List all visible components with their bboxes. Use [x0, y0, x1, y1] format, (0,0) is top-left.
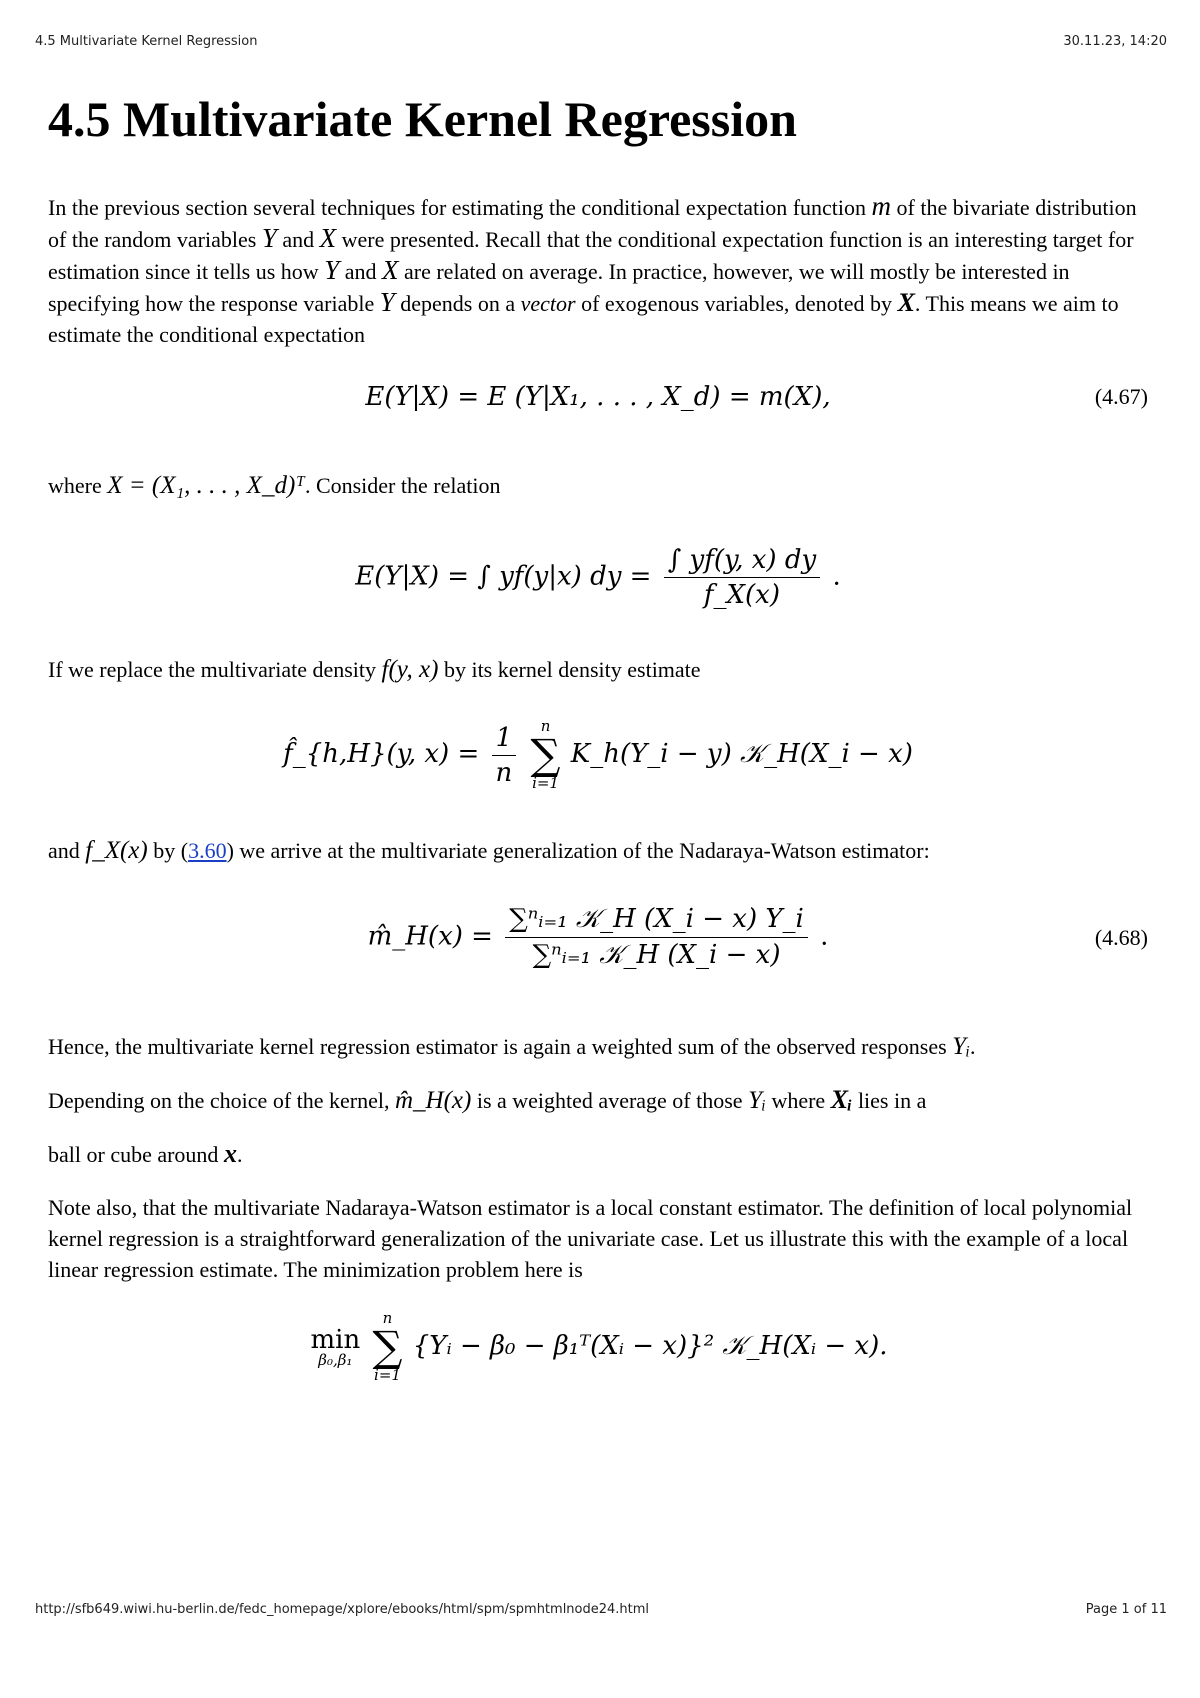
equation-kde-rhs: K_h(Y_i − y) 𝒦_H(X_i − x) [570, 739, 913, 769]
math-density: f(y, x) [381, 656, 439, 683]
math-m-hat: m̂_H(x) [394, 1087, 472, 1114]
equation-kde-lhs: f̂_{h,H}(y, x) = [283, 739, 480, 769]
footer-page-number: Page 1 of 11 [1085, 1602, 1167, 1617]
equation-4-67 [48, 382, 1148, 412]
paragraph-depending: Depending on the choice of the kernel, m̂_H(x) is a weighted average of those Yᵢ where Xᵢ lies in a [48, 1085, 927, 1114]
min-subscript: β₀,β₁ [318, 1350, 353, 1369]
fraction-numerator: ∫ yf(y, x) dy [664, 545, 820, 578]
document-body [48, 92, 1148, 1383]
fraction-numerator: ∑ⁿᵢ₌₁ 𝒦_H (X_i − x) Y_i [505, 904, 808, 938]
fraction [492, 723, 517, 788]
sum-upper-limit: n [540, 717, 551, 735]
min-symbol: min [310, 1324, 361, 1355]
paragraph-note: Note also, that the multivariate Nadaraya-Watson estimator is a local constant estimator. The definition of local polynomial kernel regression is a straightforward generalization of the univariate case. Let us illustrate this with the example of a local linear regression estimate. The minimization problem here is [48, 1195, 1133, 1282]
sigma-symbol: ∑ [530, 730, 561, 779]
equation-number: (4.67) [1094, 384, 1148, 409]
emphasis-vector: vector [520, 291, 576, 316]
math-Y: Y [324, 255, 340, 285]
fraction-denominator: ∑ⁿᵢ₌₁ 𝒦_H (X_i − x) [532, 940, 781, 970]
fraction [505, 904, 808, 971]
fraction-denominator: n [495, 757, 513, 788]
math-X-bold: X [897, 288, 915, 317]
header-datetime: 30.11.23, 14:20 [1063, 34, 1167, 49]
equation-4-68-lhs: m̂_H(x) = [367, 921, 493, 952]
paragraph-intro: In the previous section several techniques for estimating the conditional expectation function m of the bivariate distribution of the random variables Y and X were presented. Recall that the conditional expectation function is an interesting target for estimation since it tells us how Y and X are related on average. In practice, however, we will mostly be interested in specifying how the response variable Y depends on a vector of exogenous variables, denoted by X. This means we aim to estimate the conditional expectation [48, 191, 1137, 347]
equation-4-68: m̂_H(x) = $\frac{\text{∑ⁿᵢ₌₁ 𝒦\_H (X\_i − x) Y\_i}}{\text{∑ⁿᵢ₌₁ 𝒦\_H (X\_i − x)}}$ . (4.68) [367, 904, 1148, 970]
math-X-vector-def: X = (X₁, . . . , X_d)ᵀ [107, 472, 305, 499]
sum-lower-limit: i=1 [532, 774, 559, 792]
math-Xi: Xᵢ [830, 1085, 853, 1114]
equation-4-67-expr: E(Y|X) = E (Y|X₁, . . . , X_d) = m(X), [365, 382, 831, 412]
header-title: 4.5 Multivariate Kernel Regression [35, 34, 258, 49]
fraction-denominator: f_X(x) [703, 580, 780, 610]
paragraph-arrive: and f_X(x) by (3.60) we arrive at the multivariate generalization of the Nadaraya-Watson estimator: [48, 837, 930, 864]
sigma-symbol: ∑ [372, 1322, 403, 1371]
math-x: x [223, 1139, 237, 1168]
page-title: 4.5 Multivariate Kernel Regression [48, 91, 797, 147]
math-X: X [319, 223, 337, 253]
equation-relation-lhs: E(Y|X) = ∫ yf(y|x) dy = [355, 561, 652, 592]
sum-lower-limit: i=1 [374, 1366, 401, 1384]
paragraph-replace: If we replace the multivariate density f(y, x) by its kernel density estimate [48, 656, 701, 683]
equation-minimization-body: {Yᵢ − β₀ − β₁ᵀ(Xᵢ − x)}² 𝒦_H(Xᵢ − x). [412, 1331, 888, 1361]
equation-minimization [48, 1311, 1148, 1383]
math-Yi: Yᵢ [748, 1087, 766, 1114]
math-Y: Y [261, 223, 277, 253]
footer-url: http://sfb649.wiwi.hu-berlin.de/fedc_homepage/xplore/ebooks/html/spm/spmhtmlnode24.html [35, 1602, 650, 1617]
equation-kde [48, 719, 1148, 791]
paragraph-ball: ball or cube around x. [48, 1139, 243, 1168]
sum-upper-limit: n [382, 1309, 393, 1327]
summation-operator [373, 1311, 403, 1383]
paragraph-hence: Hence, the multivariate kernel regression estimator is again a weighted sum of the observed responses Yᵢ. [48, 1033, 976, 1060]
paragraph-where: where X = (X₁, . . . , X_d)ᵀ. Consider the relation [48, 472, 501, 499]
math-marginal-density: f_X(x) [85, 837, 148, 864]
math-Y: Y [379, 287, 395, 317]
fraction [664, 545, 820, 610]
equation-relation: E(Y|X) = ∫ yf(y|x) dy = $\frac{\int yf(y, x) dy}{f\_X(x)}$ . [355, 545, 841, 610]
math-Yi: Yᵢ [952, 1033, 971, 1060]
summation-operator [531, 719, 561, 791]
equation-reference-link[interactable]: 3.60 [188, 838, 227, 863]
math-X: X [382, 255, 399, 285]
fraction-numerator: 1 [492, 723, 517, 756]
min-operator [310, 1324, 361, 1369]
math-m: m [871, 191, 892, 221]
equation-number: (4.68) [1094, 924, 1148, 950]
